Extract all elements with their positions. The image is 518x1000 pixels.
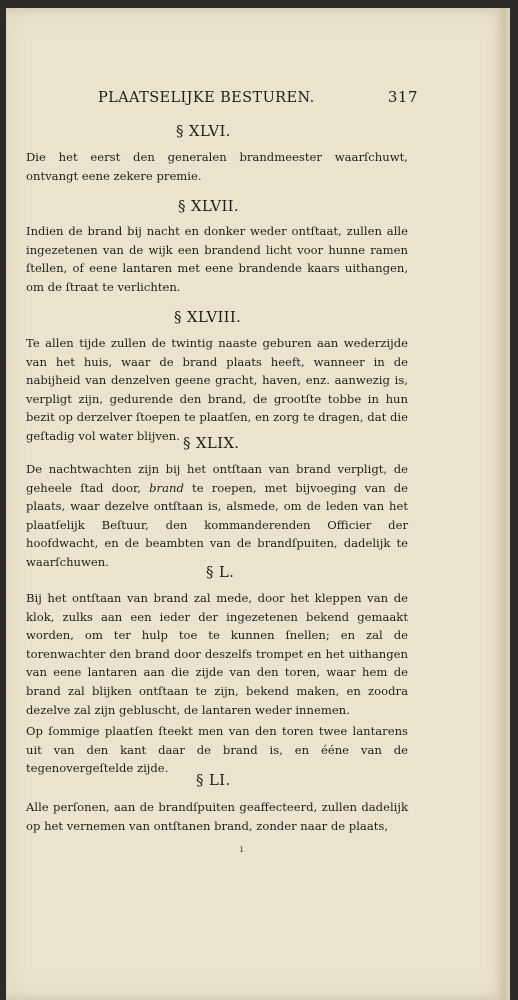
- paragraph-46-1: [26, 148, 408, 185]
- paragraph-49-1: [26, 460, 408, 572]
- section-heading-47: § XLVII.: [178, 197, 239, 215]
- paragraph-text: Indien de brand bij nacht en donker weder ontſtaat, zullen alle ingezetenen van de wijk een brandend licht voor hunne ramen ſtellen, of eene lantaren met eene brandende kaars uithangen, om de ſtraat te verlichten.: [26, 224, 408, 294]
- section-heading-48: § XLVIII.: [174, 308, 242, 326]
- page-edge: [506, 8, 510, 1000]
- paragraph-text: Alle perſonen, aan de brandſpuiten geaffecteerd, zullen dadelijk op het vernemen van ontſtanen brand, zonder naar de plaats,: [26, 800, 408, 833]
- paragraph-51-1: [26, 798, 408, 835]
- paragraph-50-2: [26, 722, 408, 778]
- paragraph-48-1: [26, 334, 408, 446]
- paragraph-text: Bij het ontſtaan van brand zal mede, door het kleppen van de klok, zulks aan een ieder der ingezetenen bekend gemaakt worden, om ter hulp toe te kunnen ſnellen; en zal de torenwachter den brand door deszelfs trompet en het uithangen van eene lantaren aan die zijde van den toren, waar hem de brand zal blijken ontſtaan te zijn, bekend maken, en zoodra dezelve zal zijn gebluscht, de lantaren weder innemen.: [26, 591, 408, 717]
- paragraph-text-after: te roepen, met bijvoeging van de plaats, waar dezelve ontſtaan is, alsmede, om de leden van het plaatſelijk Beſtuur, den kommanderenden Officier der hoofdwacht, en de beambten van de brandſpuiten, dadelijk te waarſchuwen.: [26, 480, 409, 569]
- paragraph-text: Te allen tijde zullen de twintig naaste geburen aan wederzijde van het huis, waar de brand plaats heeft, wanneer in de nabijheid van denzelven geene gracht, haven, enz. aanwezig is, verpligt zijn, gedurende den brand, de grootſte tobbe in hun bezit op derzelver ſtoepen te plaatſen, en zorg te dragen, dat die geſtadig vol water blijven.: [26, 336, 408, 443]
- paragraph-text: Op ſommige plaatſen ſteekt men van den toren twee lantarens uit van den kant daar de brand is, en ééne van de tegenovergeſtelde zijde.: [26, 724, 408, 776]
- paragraph-50-1: [26, 589, 408, 719]
- paragraph-text-italic: brand: [149, 480, 184, 495]
- section-heading-51: § LI.: [196, 771, 231, 789]
- paragraph-47-1: [26, 222, 408, 296]
- running-head: [26, 88, 418, 106]
- section-heading-49: § XLIX.: [183, 434, 240, 452]
- paragraph-text-before: De nachtwachten zijn bij het ontſtaan van brand verpligt, de geheele ſtad door,: [26, 462, 408, 495]
- section-heading-50: § L.: [206, 563, 235, 581]
- running-title: PLAATSELIJKE BESTUREN.: [98, 90, 315, 106]
- page-number: 317: [387, 88, 418, 106]
- paragraph-text: Die het eerst den generalen brandmeester waarſchuwt, ontvangt eene zekere premie.: [26, 150, 408, 183]
- section-heading-46: § XLVI.: [176, 122, 231, 140]
- bottom-mark: ı: [240, 844, 244, 855]
